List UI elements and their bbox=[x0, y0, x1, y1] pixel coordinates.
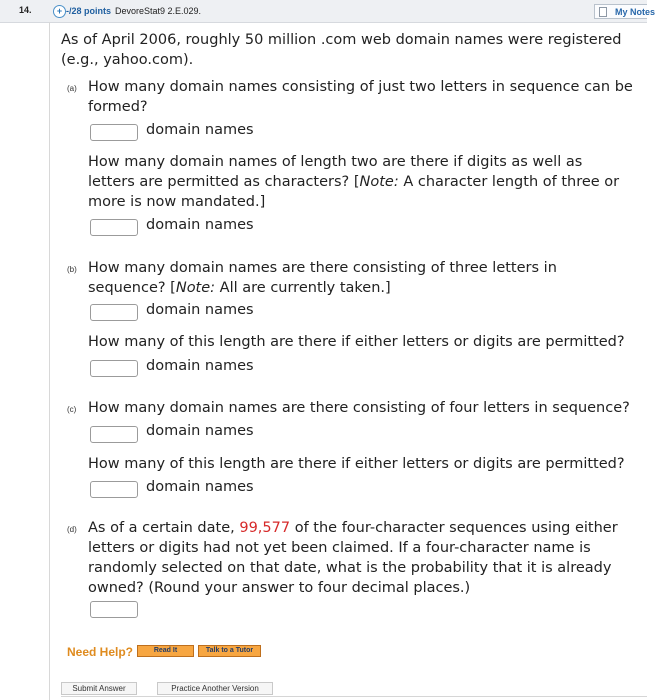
part-a-question-2: How many domain names of length two are there if digits as well as letters are permitted as characters? [Note: A character length of three or more is now mandated.] bbox=[88, 154, 620, 210]
need-help-label: Need Help? bbox=[67, 645, 134, 659]
my-notes-button[interactable] bbox=[594, 4, 655, 19]
problem-intro: As of April 2006, roughly 50 million .com web domain names were registered (e.g., yahoo.com). bbox=[61, 32, 622, 68]
question-content bbox=[49, 22, 648, 700]
answer-d1-input[interactable] bbox=[90, 601, 138, 618]
answer-a1-unit: domain names bbox=[146, 122, 254, 138]
part-b-question-1: How many domain names are there consisting of three letters in sequence? [Note: All are currently taken.] bbox=[88, 260, 557, 296]
points-label: -/28 points bbox=[66, 6, 112, 16]
talk-to-tutor-button[interactable]: Talk to a Tutor bbox=[198, 645, 261, 657]
part-b-label: (b) bbox=[67, 265, 77, 274]
part-d-label: (d) bbox=[67, 525, 77, 534]
answer-c1-unit: domain names bbox=[146, 423, 254, 439]
read-it-button[interactable]: Read It bbox=[137, 645, 194, 657]
answer-b2-input[interactable] bbox=[90, 360, 138, 377]
answer-b1-input[interactable] bbox=[90, 304, 138, 321]
part-a-label: (a) bbox=[67, 84, 77, 93]
my-notes-label: My Notes bbox=[615, 7, 655, 17]
footer-divider bbox=[61, 696, 647, 697]
part-c-question-1: How many domain names are there consisting of four letters in sequence? bbox=[88, 400, 630, 416]
note-icon bbox=[599, 7, 607, 17]
part-c-label: (c) bbox=[67, 405, 77, 414]
answer-a2-unit: domain names bbox=[146, 217, 254, 233]
part-d-question: As of a certain date, 99,577 of the four-character sequences using either letters or digits had not yet been claimed. If a four-character name is randomly selected on that date, what is the probability that it is already owned? (Round your answer to four decimal places.) bbox=[88, 520, 618, 596]
answer-b1-unit: domain names bbox=[146, 302, 254, 318]
answer-c2-input[interactable] bbox=[90, 481, 138, 498]
question-source: DevoreStat9 2.E.029. bbox=[115, 6, 202, 16]
unclaimed-count: 99,577 bbox=[239, 520, 291, 536]
answer-c2-unit: domain names bbox=[146, 479, 254, 495]
answer-c1-input[interactable] bbox=[90, 426, 138, 443]
practice-another-version-button[interactable]: Practice Another Version bbox=[157, 682, 273, 695]
part-b-question-2: How many of this length are there if either letters or digits are permitted? bbox=[88, 334, 625, 350]
question-number: 14. bbox=[19, 5, 32, 15]
part-a-question-1: How many domain names consisting of just two letters in sequence can be formed? bbox=[88, 79, 633, 115]
part-c-question-2: How many of this length are there if either letters or digits are permitted? bbox=[88, 456, 625, 472]
question-header bbox=[0, 0, 655, 23]
answer-a1-input[interactable] bbox=[90, 124, 138, 141]
plus-icon[interactable]: + bbox=[53, 5, 66, 18]
submit-answer-button[interactable]: Submit Answer bbox=[61, 682, 137, 695]
answer-a2-input[interactable] bbox=[90, 219, 138, 236]
answer-b2-unit: domain names bbox=[146, 358, 254, 374]
